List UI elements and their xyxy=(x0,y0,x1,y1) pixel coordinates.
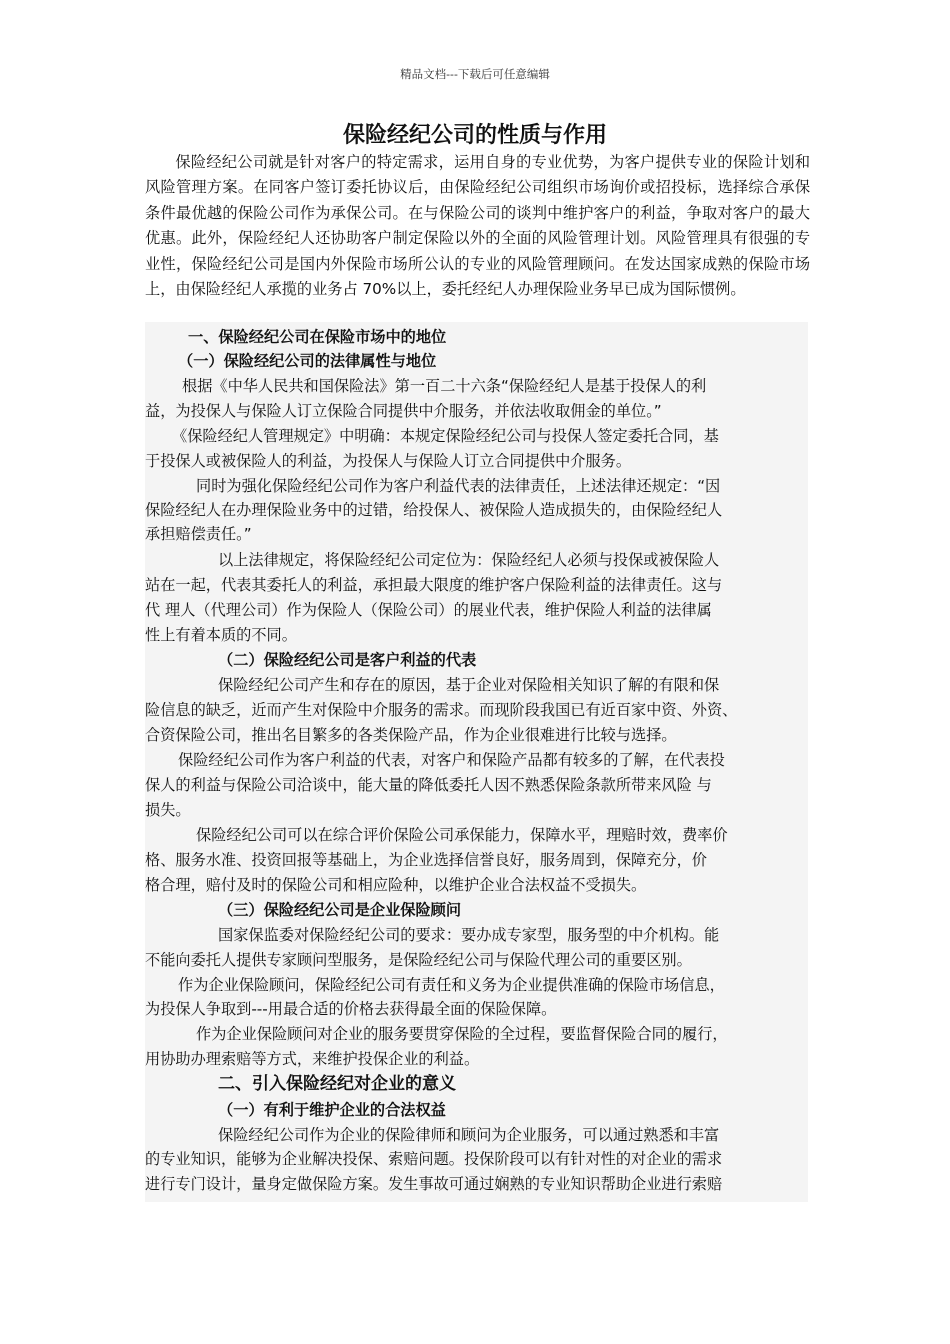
body-line: 同时为强化保险经纪公司作为客户利益代表的法律责任，上述法律还规定：“因 xyxy=(196,477,721,495)
body-line: 保险经纪公司产生和存在的原因，基于企业对保险相关知识了解的有限和保 xyxy=(218,676,720,694)
body-line: 国家保监委对保险经纪公司的要求：要办成专家型，服务型的中介机构。能 xyxy=(218,926,720,944)
body-line: 代 理人（代理公司）作为保险人（保险公司）的展业代表，维护保险人利益的法律属 xyxy=(145,601,712,619)
document-header-note: 精品文档---下载后可任意编辑 xyxy=(400,67,550,81)
body-line: 格合理，赔付及时的保险公司和相应险种，以维护企业合法权益不受损失。 xyxy=(145,876,647,894)
body-line: 以上法律规定，将保险经纪公司定位为：保险经纪人必须与投保或被保险人 xyxy=(218,551,720,569)
body-line: 承担赔偿责任。” xyxy=(145,525,252,543)
body-line: 站在一起，代表其委托人的利益，承担最大限度的维护客户保险利益的法律责任。这与 xyxy=(145,576,723,594)
body-line: 保险经纪公司作为客户利益的代表，对客户和保险产品都有较多的了解，在代表投 xyxy=(178,751,725,769)
body-line: 性上有着本质的不同。 xyxy=(145,626,297,644)
section-heading-2: 二、引入保险经纪对企业的意义 xyxy=(218,1074,456,1094)
body-line: 进行专门设计，量身定做保险方案。发生事故可通过娴熟的专业知识帮助企业进行索赔 xyxy=(145,1175,723,1193)
body-line: 根据《中华人民共和国保险法》第一百二十六条“保险经纪人是基于投保人的利 xyxy=(182,377,707,395)
body-line: 益，为投保人与保险人订立保险合同提供中介服务，并依法收取佣金的单位。” xyxy=(145,402,662,420)
body-line: 保险经纪公司可以在综合评价保险公司承保能力，保障水平，理赔时效，费率价 xyxy=(196,826,728,844)
body-line: 不能向委托人提供专家顾问型服务，是保险经纪公司与保险代理公司的重要区别。 xyxy=(145,951,692,969)
body-line: 的专业知识，能够为企业解决投保、索赔问题。投保阶段可以有针对性的对企业的需求 xyxy=(145,1150,723,1168)
body-line: 用协助办理索赔等方式，来维护投保企业的利益。 xyxy=(145,1050,480,1068)
body-line: 保人的利益与保险公司洽谈中，能大量的降低委托人因不熟悉保险条款所带来风险 与 xyxy=(145,776,712,794)
body-line: 保险经纪人在办理保险业务中的过错，给投保人、被保险人造成损失的，由保险经纪人 xyxy=(145,501,723,519)
body-line: 作为企业保险顾问对企业的服务要贯穿保险的全过程，要监督保险合同的履行， xyxy=(196,1025,728,1043)
subsection-heading-1-3: （三）保险经纪公司是企业保险顾问 xyxy=(218,901,461,919)
subsection-heading-1-1: （一）保险经纪公司的法律属性与地位 xyxy=(178,352,437,370)
body-line: 损失。 xyxy=(145,801,191,819)
body-line: 合资保险公司，推出名目繁多的各类保险产品，作为企业很难进行比较与选择。 xyxy=(145,726,677,744)
document-title: 保险经纪公司的性质与作用 xyxy=(342,123,607,148)
body-line: 保险经纪公司作为企业的保险律师和顾问为企业服务，可以通过熟悉和丰富 xyxy=(218,1126,720,1144)
subsection-heading-1-2: （二）保险经纪公司是客户利益的代表 xyxy=(218,651,477,669)
body-line: 于投保人或被保险人的利益，为投保人与保险人订立合同提供中介服务。 xyxy=(145,452,631,470)
body-line: 作为企业保险顾问，保险经纪公司有责任和义务为企业提供准确的保险市场信息， xyxy=(178,976,725,994)
intro-paragraph: 保险经纪公司就是针对客户的特定需求，运用自身的专业优势，为客户提供专业的保险计划和风险管理方案。在同客户签订委托协议后，由保险经纪公司组织市场询价或招投标，选择综合承保条件最优越的保险公司作为承保公司。在与保险公司的谈判中维护客户的利益，争取对客户的最大优惠。此外，保险经纪人还协助客户制定保险以外的全面的风险管理计划。风险管理具有很强的专业性，保险经纪公司是国内外保险市场所公认的专业的风险管理顾问。在发达国家成熟的保险市场上，由保险经纪人承揽的业务占 70%以上，委托经纪人办理保险业务早已成为国际惯例。 xyxy=(145,153,810,299)
body-line: 格、服务水准、投资回报等基础上，为企业选择信誉良好，服务周到，保障充分，价 xyxy=(145,851,707,869)
body-line: 为投保人争取到---用最合适的价格去获得最全面的保险保障。 xyxy=(145,1000,557,1018)
subsection-heading-2-1: （一）有利于维护企业的合法权益 xyxy=(218,1101,446,1119)
body-line: 《保险经纪人管理规定》中明确：本规定保险经纪公司与投保人签定委托合同，基 xyxy=(172,427,719,445)
section-heading-1: 一、保险经纪公司在保险市场中的地位 xyxy=(188,328,447,346)
body-line: 险信息的缺乏，近而产生对保险中介服务的需求。而现阶段我国已有近百家中资、外资、 xyxy=(145,701,738,719)
